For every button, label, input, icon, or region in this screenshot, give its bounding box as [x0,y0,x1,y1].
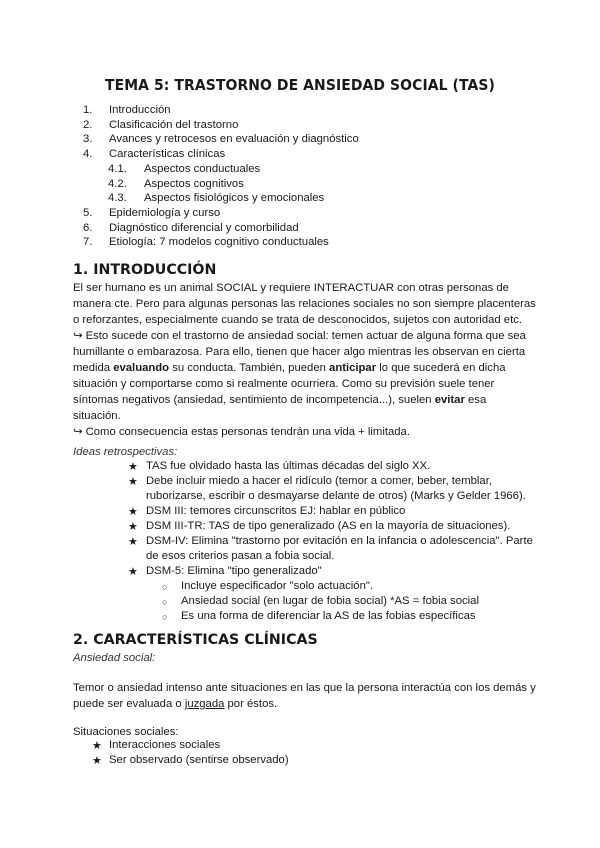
toc-label: Clasificación del trastorno [109,118,239,131]
intro-line: situación y comportarse como si realmente ocurriera. Como su previsión suele tener [73,378,495,390]
underlined-text: juzgada [184,698,225,710]
toc-label: Características clínicas [109,148,226,161]
intro-line: o reforzantes, especialmente cuando se trata de desconocidos, sujetos con autoridad etc. [73,314,523,326]
list-item: TAS fue olvidado hasta las últimas décadas del siglo XX. [146,460,431,472]
star-bullet-icon: ★ [128,521,138,533]
circle-bullet-icon: ○ [162,612,168,622]
bold-text: evaluando [113,362,170,374]
toc-label: Epidemiología y curso [109,206,221,219]
intro-line: El ser humano es un animal SOCIAL y requiere INTERACTUAR con otras personas de [73,282,509,294]
subsection-label: Ansiedad social: [73,652,156,664]
toc-number: 2. [83,118,93,131]
star-bullet-icon: ★ [92,740,102,752]
toc-number: 4.2. [108,177,127,190]
star-bullet-icon: ★ [92,755,102,767]
paragraph-line [73,696,543,712]
toc-number: 1. [83,104,93,116]
toc-number: 6. [83,221,93,234]
toc-label: Aspectos fisiológicos y emocionales [144,192,325,205]
toc-number: 4. [83,148,93,161]
text: medida [73,362,114,374]
text: su conducta. También, pueden [169,362,330,374]
list-item: DSM III: temores circunscritos EJ: hablar en público [146,505,406,517]
toc-label: Avances y retrocesos en evaluación y diagnóstico [109,133,359,146]
star-bullet-icon: ★ [128,536,138,548]
toc-label: Etiología: 7 modelos cognitivo conductuales [109,236,329,249]
toc-label: Introducción [109,104,171,116]
intro-line: ↪ Esto sucede con el trastorno de ansiedad social: temen actuar de alguna forma que sea [73,330,526,342]
list-item: Debe incluir miedo a hacer el ridículo (temor a comer, beber, temblar, [146,475,492,487]
paragraph-line: Temor o ansiedad intenso ante situaciones en las que la persona interactúa con los demás y [73,682,536,694]
toc-label: Aspectos conductuales [144,162,261,175]
list-item: Ser observado (sentirse observado) [109,754,289,766]
text: puede ser evaluada o [73,698,185,710]
text: síntomas negativos (ansiedad, sentimiento de incompetencia...), suelen [73,394,435,406]
list-item-continuation: ruborizarse, escribir o desmayarse delante de otros) (Marks y Gelder 1966). [146,490,526,502]
toc-number: 4.3. [108,192,127,205]
toc-label: Aspectos cognitivos [144,177,244,190]
toc-number: 4.1. [108,162,127,175]
toc-number: 5. [83,206,93,219]
star-bullet-icon: ★ [128,506,138,518]
bold-text: anticipar [329,362,377,374]
star-bullet-icon: ★ [128,461,138,473]
page-title: TEMA 5: TRASTORNO DE ANSIEDAD SOCIAL (TAS) [104,76,496,94]
intro-line [73,392,543,408]
list-item: Interacciones sociales [109,739,221,751]
text: lo que sucederá en dicha [376,362,506,374]
intro-line: ↪ Como consecuencia estas personas tendrán una vida + limitada. [73,426,410,438]
circle-bullet-icon: ○ [162,597,168,607]
sub-list-item: Incluye especificador "solo actuación". [181,580,374,592]
list-item: DSM-IV: Elimina "trastorno por evitación en la infancia o adolescencia". Parte [146,535,533,547]
ideas-label: Ideas retrospectivas: [73,446,178,458]
list-item: DSM III-TR: TAS de tipo generalizado (AS en la mayoría de situaciones). [146,520,511,532]
intro-line: manera cte. Pero para algunas personas las relaciones sociales no son siempre placenteras [73,298,536,310]
section-heading-introduccion: 1. INTRODUCCIÓN [73,262,217,278]
star-bullet-icon: ★ [128,566,138,578]
section-heading-caracteristicas: 2. CARACTERÍSTICAS CLÍNICAS [73,632,318,648]
star-bullet-icon: ★ [128,476,138,488]
sub-list-item: Es una forma de diferenciar la AS de las fobias específicas [181,610,476,622]
bold-text: evitar [434,394,465,406]
toc-label: Diagnóstico diferencial y comorbilidad [109,221,299,234]
intro-line: humillante o embarazosa. Para ello, tienen que hacer algo mientras les observan en cierta [73,346,526,358]
toc-number: 3. [83,133,93,146]
situations-label: Situaciones sociales: [73,726,179,738]
list-item-continuation: de esos criterios pasan a fobia social. [146,550,335,562]
intro-line: situación. [73,410,121,422]
circle-bullet-icon: ○ [162,582,168,592]
text: esa [464,394,487,406]
text: por éstos. [224,698,278,710]
list-item: DSM-5: Elimina "tipo generalizado" [146,565,322,577]
toc-number: 7. [83,236,93,249]
sub-list-item: Ansiedad social (en lugar de fobia social) *AS = fobia social [181,595,479,607]
intro-line [73,360,543,376]
